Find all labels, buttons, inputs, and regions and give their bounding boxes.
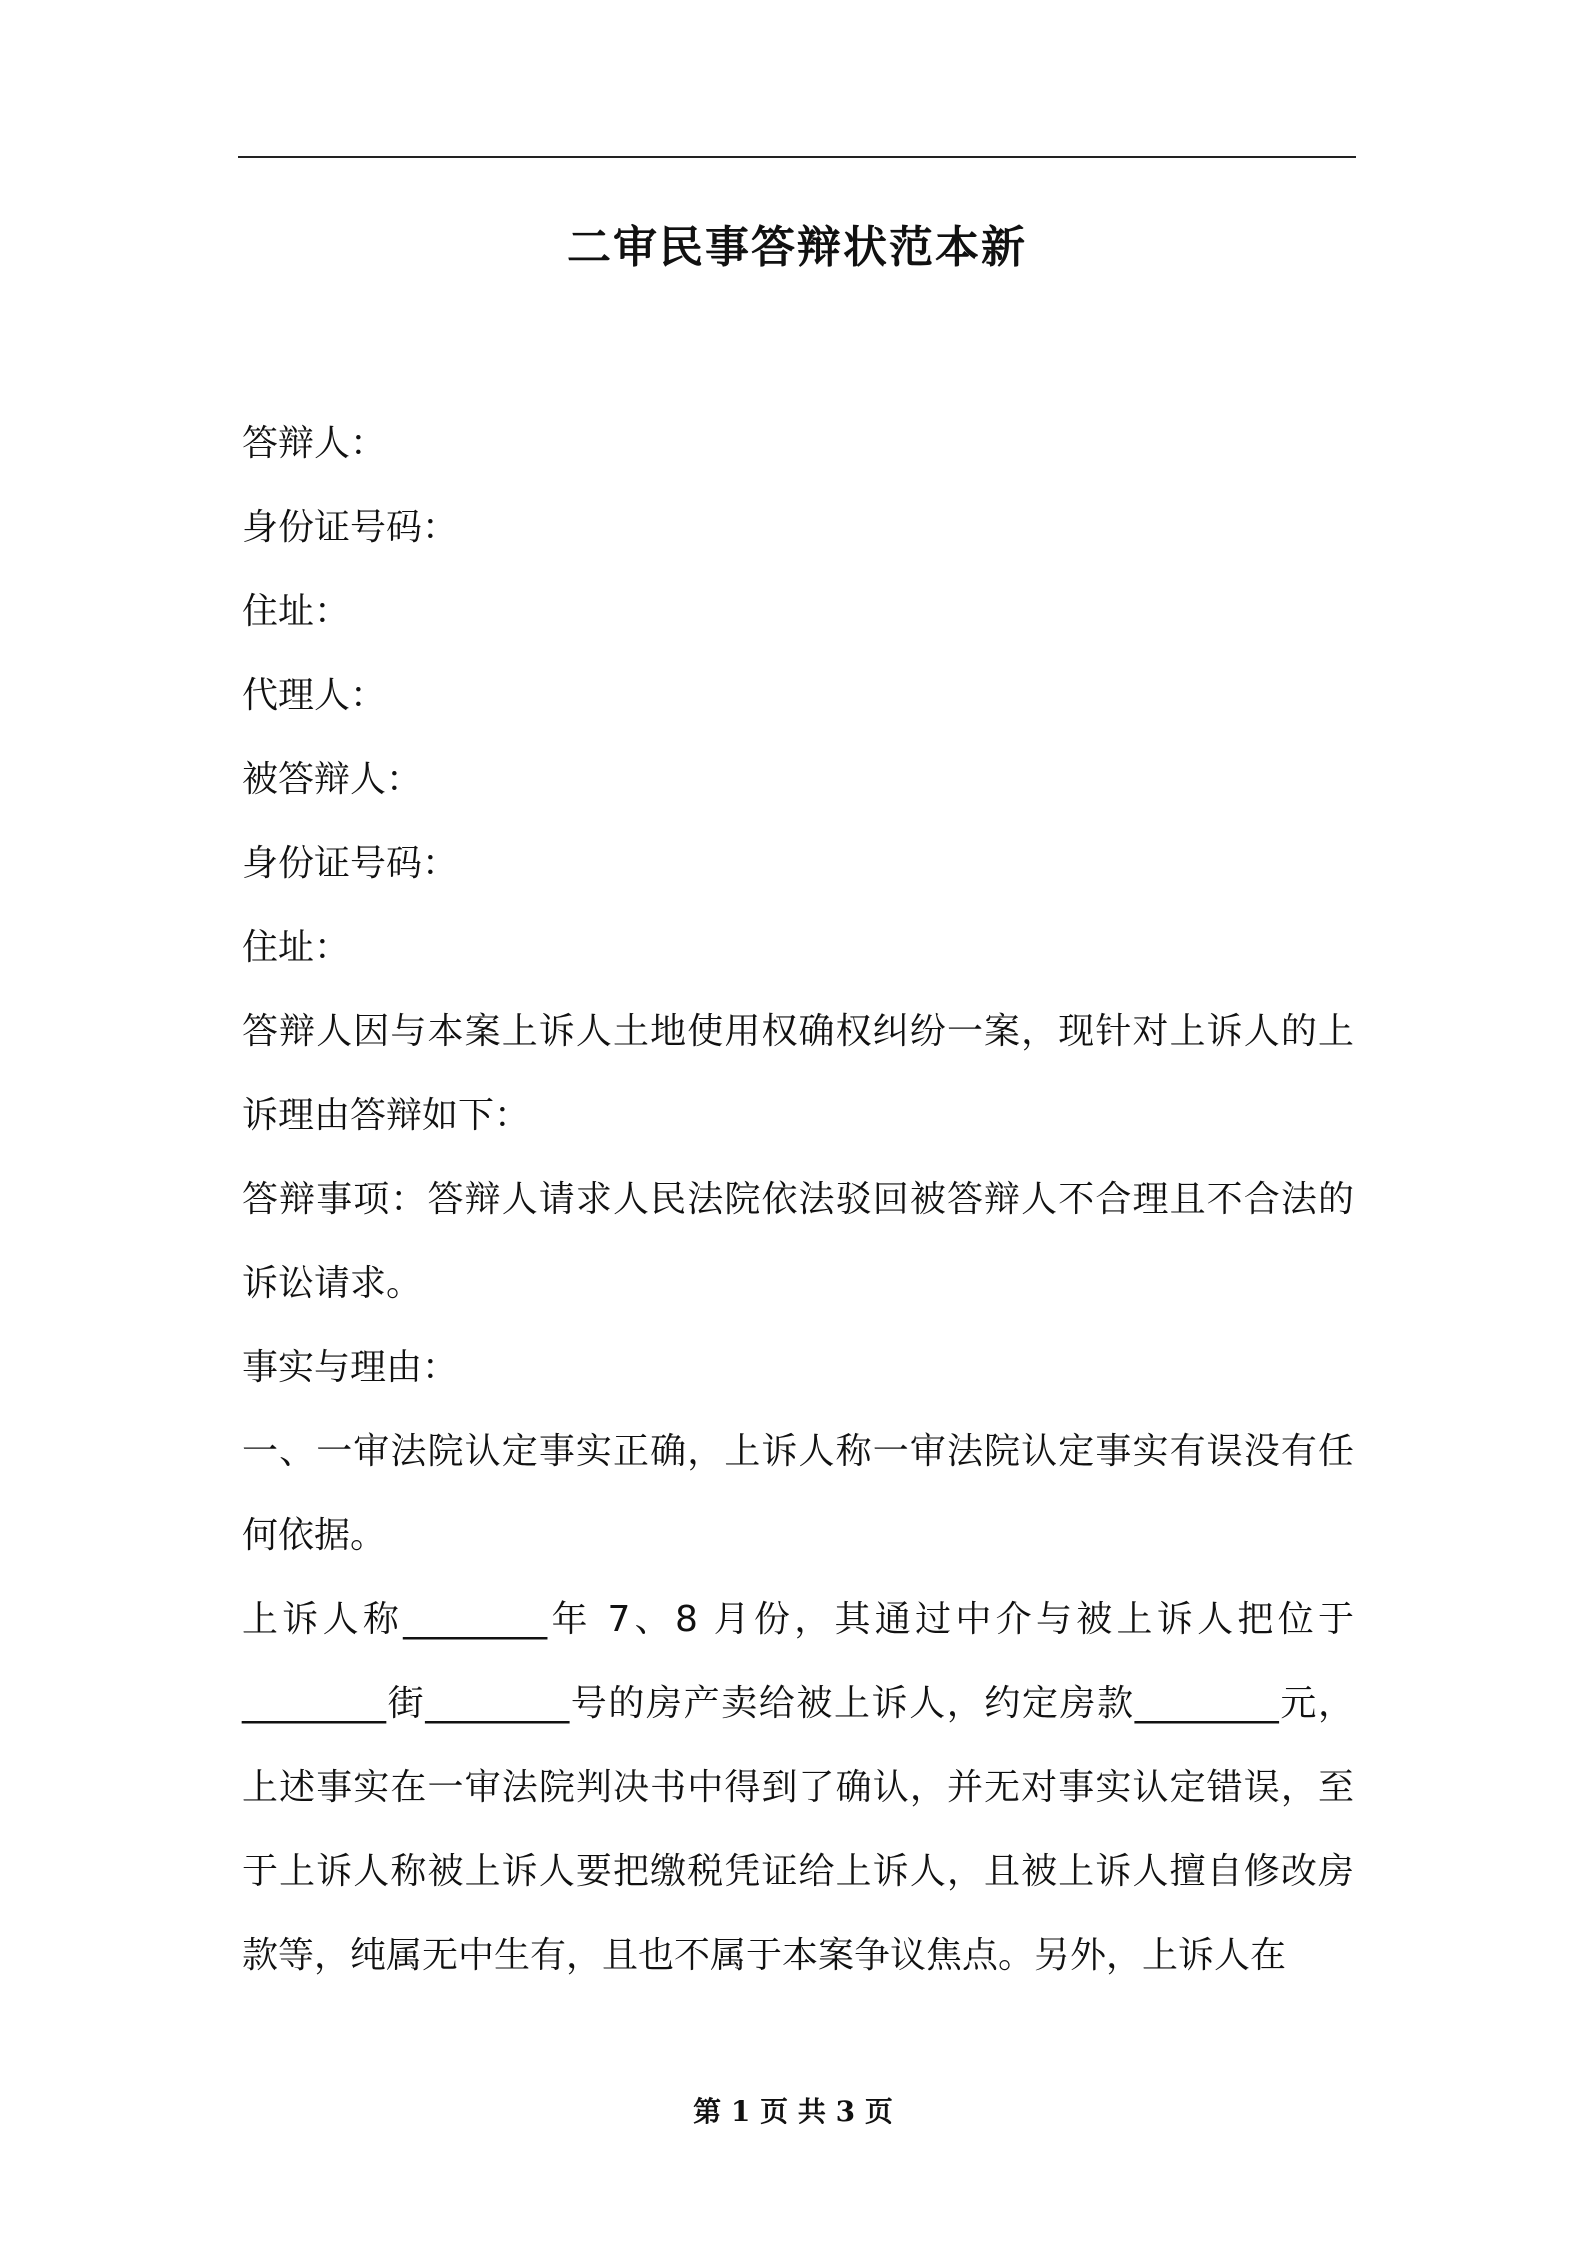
header-rule bbox=[238, 156, 1356, 158]
defense-matters-paragraph: 答辩事项：答辩人请求人民法院依法驳回被答辩人不合理且不合法的诉讼请求。 bbox=[242, 1179, 1354, 1304]
intro-paragraph: 答辩人因与本案上诉人土地使用权确权纠纷一案，现针对上诉人的上诉理由答辩如下： bbox=[242, 1011, 1354, 1136]
field-opposing-id-number: 身份证号码： bbox=[242, 843, 459, 884]
point-one-paragraph: 一、一审法院认定事实正确，上诉人称一审法院认定事实有误没有任何依据。 bbox=[242, 1431, 1354, 1556]
field-respondent: 答辩人： bbox=[242, 423, 387, 464]
field-id-number: 身份证号码： bbox=[242, 507, 459, 548]
page-number-footer: 第 1 页 共 3 页 bbox=[693, 2095, 893, 2128]
field-agent: 代理人： bbox=[242, 675, 387, 716]
document-title: 二审民事答辩状范本新 bbox=[567, 222, 1027, 273]
document-body bbox=[242, 402, 1354, 1998]
field-opposing-address: 住址： bbox=[242, 927, 351, 968]
facts-and-reasons-heading: 事实与理由： bbox=[242, 1347, 459, 1388]
point-one-detail-paragraph: 上诉人称________年 7、8 月份，其通过中介与被上诉人把位于________街________号的房产卖给被上诉人，约定房款________元，上述事实在一审法院判决书中得到了确认，并无对事实认定错误，至于上诉人称被上诉人要把缴税凭证给上诉人，且被上诉人擅自修改房款等，纯属无中生有，且也不属于本案争议焦点。另外，上诉人在 bbox=[242, 1599, 1354, 1976]
field-address: 住址： bbox=[242, 591, 351, 632]
field-opposing-party: 被答辩人： bbox=[242, 759, 423, 800]
